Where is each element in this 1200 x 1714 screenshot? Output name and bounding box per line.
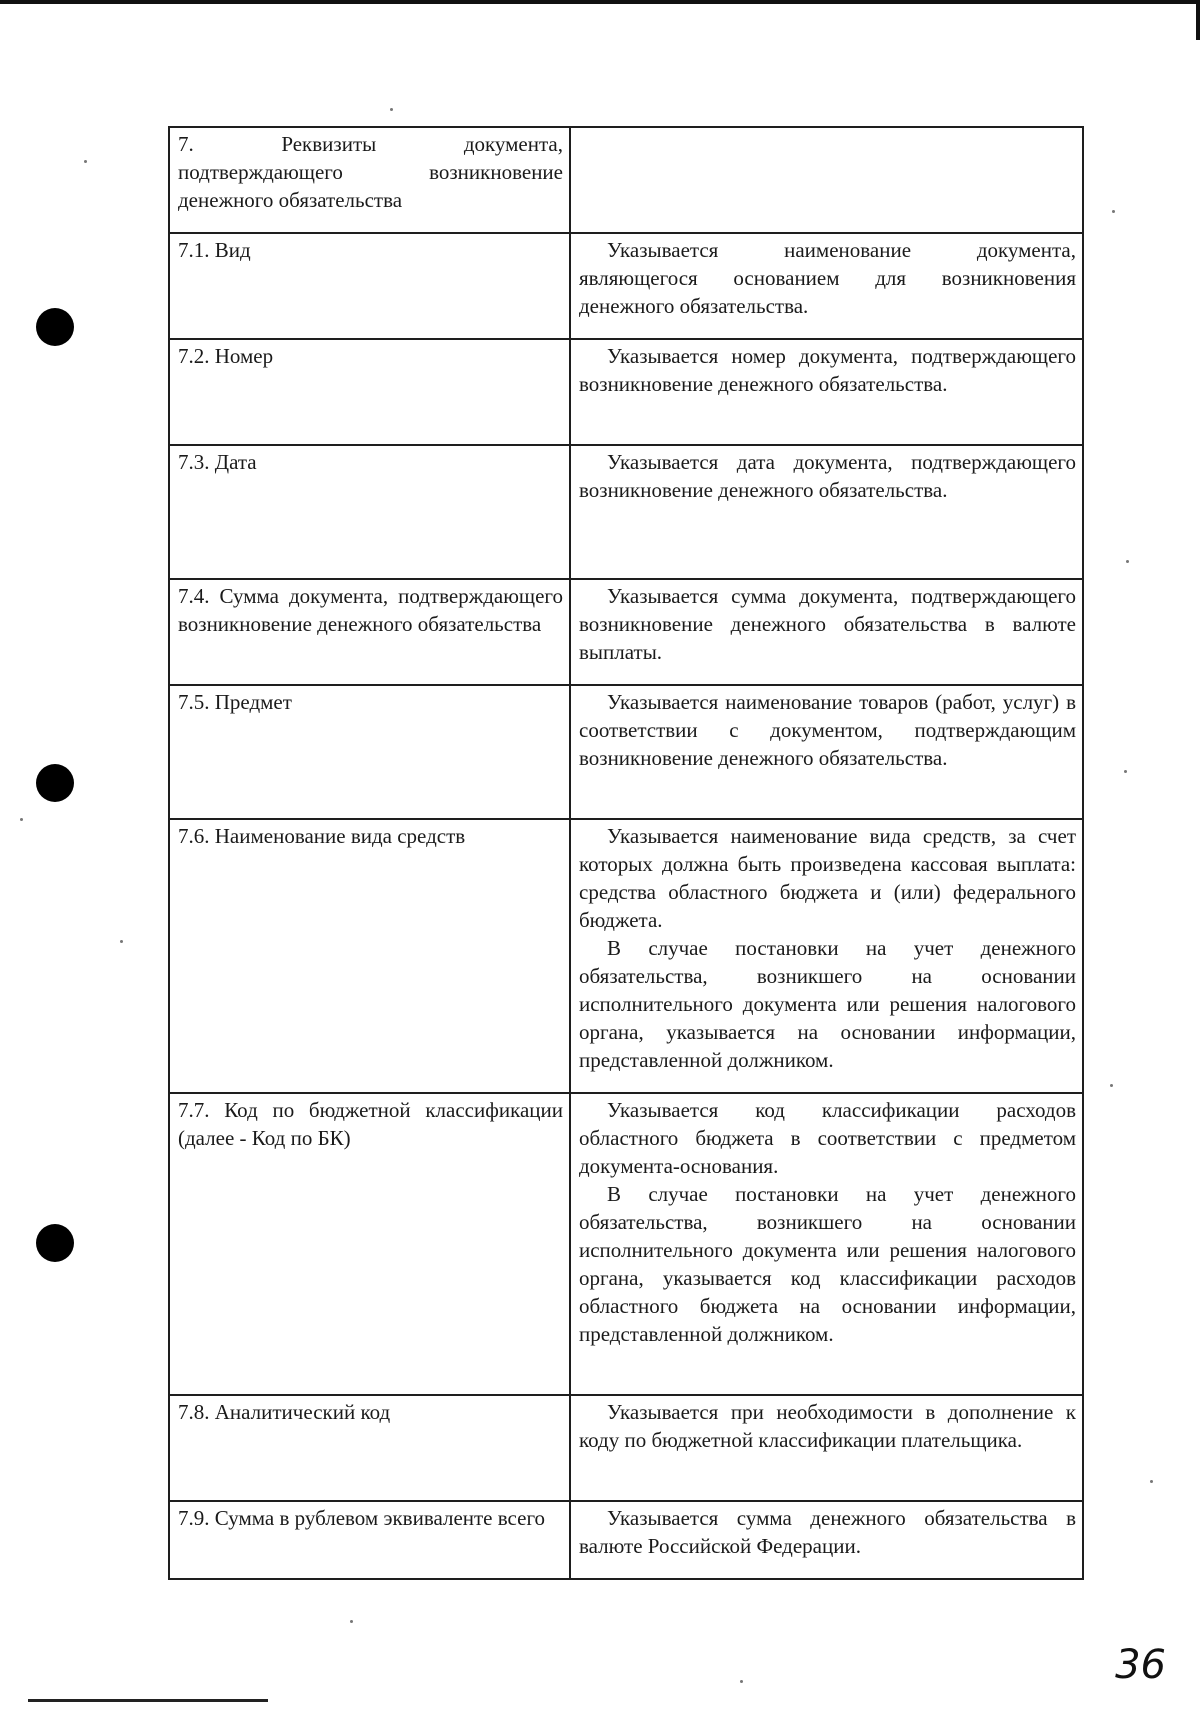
row-description-cell: [570, 1093, 1083, 1395]
row-label: 7.6. Наименование вида средств: [178, 824, 466, 848]
page-number: 36: [1115, 1642, 1166, 1688]
requisites-table: [168, 126, 1084, 1580]
table-row: [169, 1093, 1083, 1395]
scan-speck: [84, 160, 87, 163]
row-description-cell: [570, 233, 1083, 339]
table-row: [169, 819, 1083, 1093]
row-label: 7.3. Дата: [178, 450, 257, 474]
row-description: Указывается код классификации расходов областного бюджета в соответствии с предметом документа-основания.: [579, 1098, 1076, 1178]
scan-speck: [390, 108, 393, 111]
scan-speck: [350, 1620, 353, 1623]
row-label-cell: [169, 127, 570, 233]
row-label: 7.8. Аналитический код: [178, 1400, 391, 1424]
row-label-cell: [169, 579, 570, 685]
scan-border-top: [0, 0, 1200, 4]
row-description-cell: [570, 685, 1083, 819]
scan-speck: [1126, 560, 1129, 563]
table-row: [169, 339, 1083, 445]
row-label: 7. Реквизиты документа, подтверждающего возникновение денежного обязательства: [178, 132, 563, 212]
row-label-cell: [169, 1093, 570, 1395]
row-description: В случае постановки на учет денежного обязательства, возникшего на основании исполнительного документа или решения налогового органа, указывается код классификации расходов областного бюджета на основании информации, представленной должником.: [579, 1182, 1076, 1346]
row-description-cell: [570, 127, 1083, 233]
table-row: [169, 445, 1083, 579]
table-row: [169, 685, 1083, 819]
scan-speck: [1112, 210, 1115, 213]
row-label-cell: [169, 1501, 570, 1579]
table-row: [169, 233, 1083, 339]
row-description-cell: [570, 1501, 1083, 1579]
row-label: 7.2. Номер: [178, 344, 274, 368]
row-description: Указывается наименование документа, являющегося основанием для возникновения денежного обязательства.: [579, 238, 1076, 318]
row-description-cell: [570, 579, 1083, 685]
scan-speck: [1110, 1084, 1113, 1087]
row-description: Указывается дата документа, подтверждающего возникновение денежного обязательства.: [579, 450, 1076, 502]
scan-speck: [740, 1680, 743, 1683]
scan-speck: [1150, 1480, 1153, 1483]
scan-border-right: [1196, 0, 1200, 40]
table-row: [169, 1395, 1083, 1501]
table-row: [169, 1501, 1083, 1579]
row-description-cell: [570, 1395, 1083, 1501]
row-label: 7.4. Сумма документа, подтверждающего возникновение денежного обязательства: [178, 584, 563, 636]
row-description: В случае постановки на учет денежного обязательства, возникшего на основании исполнительного документа или решения налогового органа, указывается на основании информации, представленной должником.: [579, 936, 1076, 1072]
row-description: Указывается номер документа, подтверждающего возникновение денежного обязательства.: [579, 344, 1076, 396]
row-label-cell: [169, 685, 570, 819]
scan-border-bottom: [28, 1699, 268, 1702]
row-label-cell: [169, 233, 570, 339]
row-description-cell: [570, 445, 1083, 579]
scan-speck: [1124, 770, 1127, 773]
row-label-cell: [169, 445, 570, 579]
row-label: 7.5. Предмет: [178, 690, 292, 714]
punch-hole: [36, 1224, 74, 1262]
row-label-cell: [169, 1395, 570, 1501]
punch-hole: [36, 308, 74, 346]
scan-speck: [20, 818, 23, 821]
row-description: Указывается при необходимости в дополнение к коду по бюджетной классификации плательщика.: [579, 1400, 1076, 1452]
row-description: Указывается сумма денежного обязательства в валюте Российской Федерации.: [579, 1506, 1076, 1558]
punch-hole: [36, 764, 74, 802]
row-description-cell: [570, 339, 1083, 445]
table-row: [169, 127, 1083, 233]
scan-speck: [120, 940, 123, 943]
row-label-cell: [169, 819, 570, 1093]
row-label: 7.7. Код по бюджетной классификации (далее - Код по БК): [178, 1098, 563, 1150]
row-label-cell: [169, 339, 570, 445]
row-description: Указывается наименование товаров (работ, услуг) в соответствии с документом, подтверждающим возникновение денежного обязательства.: [579, 690, 1076, 770]
table-row: [169, 579, 1083, 685]
row-description: Указывается сумма документа, подтверждающего возникновение денежного обязательства в валюте выплаты.: [579, 584, 1076, 664]
row-label: 7.9. Сумма в рублевом эквиваленте всего: [178, 1506, 546, 1530]
row-description-cell: [570, 819, 1083, 1093]
row-label: 7.1. Вид: [178, 238, 251, 262]
row-description: Указывается наименование вида средств, за счет которых должна быть произведена кассовая выплата: средства областного бюджета и (или) федерального бюджета.: [579, 824, 1076, 932]
